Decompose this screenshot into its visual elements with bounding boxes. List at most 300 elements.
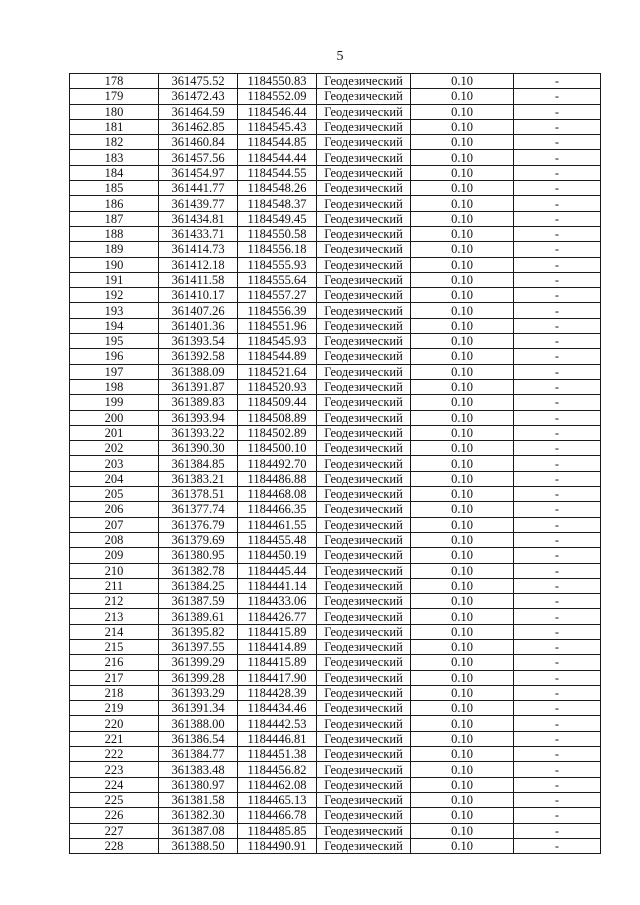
method-cell: Геодезический <box>317 135 411 150</box>
table-row <box>70 334 601 349</box>
y-coordinate-cell: 1184520.93 <box>238 379 317 394</box>
method-cell: Геодезический <box>317 532 411 547</box>
point-number-cell: 179 <box>70 89 159 104</box>
method-cell: Геодезический <box>317 441 411 456</box>
x-coordinate-cell: 361434.81 <box>159 211 238 226</box>
table-row <box>70 135 601 150</box>
method-cell: Геодезический <box>317 624 411 639</box>
point-number-cell: 184 <box>70 165 159 180</box>
note-cell: - <box>514 838 601 853</box>
accuracy-cell: 0.10 <box>411 517 514 532</box>
point-number-cell: 187 <box>70 211 159 226</box>
x-coordinate-cell: 361410.17 <box>159 288 238 303</box>
x-coordinate-cell: 361390.30 <box>159 441 238 456</box>
note-cell: - <box>514 226 601 241</box>
point-number-cell: 202 <box>70 441 159 456</box>
table-row <box>70 578 601 593</box>
note-cell: - <box>514 379 601 394</box>
table-row <box>70 747 601 762</box>
point-number-cell: 208 <box>70 532 159 547</box>
y-coordinate-cell: 1184544.89 <box>238 349 317 364</box>
method-cell: Геодезический <box>317 487 411 502</box>
method-cell: Геодезический <box>317 288 411 303</box>
method-cell: Геодезический <box>317 349 411 364</box>
note-cell: - <box>514 548 601 563</box>
y-coordinate-cell: 1184555.93 <box>238 257 317 272</box>
y-coordinate-cell: 1184509.44 <box>238 395 317 410</box>
point-number-cell: 207 <box>70 517 159 532</box>
table-row <box>70 517 601 532</box>
accuracy-cell: 0.10 <box>411 441 514 456</box>
point-number-cell: 211 <box>70 578 159 593</box>
method-cell: Геодезический <box>317 242 411 257</box>
y-coordinate-cell: 1184548.37 <box>238 196 317 211</box>
y-coordinate-cell: 1184456.82 <box>238 762 317 777</box>
x-coordinate-cell: 361388.09 <box>159 364 238 379</box>
x-coordinate-cell: 361411.58 <box>159 272 238 287</box>
x-coordinate-cell: 361460.84 <box>159 135 238 150</box>
note-cell: - <box>514 655 601 670</box>
table-row <box>70 792 601 807</box>
note-cell: - <box>514 762 601 777</box>
y-coordinate-cell: 1184556.39 <box>238 303 317 318</box>
accuracy-cell: 0.10 <box>411 655 514 670</box>
method-cell: Геодезический <box>317 89 411 104</box>
x-coordinate-cell: 361393.22 <box>159 425 238 440</box>
x-coordinate-cell: 361387.08 <box>159 823 238 838</box>
point-number-cell: 191 <box>70 272 159 287</box>
point-number-cell: 198 <box>70 379 159 394</box>
method-cell: Геодезический <box>317 379 411 394</box>
y-coordinate-cell: 1184492.70 <box>238 456 317 471</box>
x-coordinate-cell: 361384.85 <box>159 456 238 471</box>
x-coordinate-cell: 361384.77 <box>159 747 238 762</box>
note-cell: - <box>514 731 601 746</box>
y-coordinate-cell: 1184485.85 <box>238 823 317 838</box>
accuracy-cell: 0.10 <box>411 701 514 716</box>
x-coordinate-cell: 361397.55 <box>159 639 238 654</box>
y-coordinate-cell: 1184500.10 <box>238 441 317 456</box>
note-cell: - <box>514 701 601 716</box>
point-number-cell: 196 <box>70 349 159 364</box>
table-row <box>70 670 601 685</box>
method-cell: Геодезический <box>317 211 411 226</box>
point-number-cell: 214 <box>70 624 159 639</box>
method-cell: Геодезический <box>317 578 411 593</box>
y-coordinate-cell: 1184414.89 <box>238 639 317 654</box>
note-cell: - <box>514 242 601 257</box>
method-cell: Геодезический <box>317 364 411 379</box>
point-number-cell: 225 <box>70 792 159 807</box>
accuracy-cell: 0.10 <box>411 685 514 700</box>
accuracy-cell: 0.10 <box>411 487 514 502</box>
x-coordinate-cell: 361380.97 <box>159 777 238 792</box>
note-cell: - <box>514 165 601 180</box>
accuracy-cell: 0.10 <box>411 303 514 318</box>
accuracy-cell: 0.10 <box>411 609 514 624</box>
note-cell: - <box>514 349 601 364</box>
point-number-cell: 224 <box>70 777 159 792</box>
x-coordinate-cell: 361407.26 <box>159 303 238 318</box>
method-cell: Геодезический <box>317 425 411 440</box>
point-number-cell: 210 <box>70 563 159 578</box>
y-coordinate-cell: 1184450.19 <box>238 548 317 563</box>
x-coordinate-cell: 361384.25 <box>159 578 238 593</box>
note-cell: - <box>514 624 601 639</box>
note-cell: - <box>514 747 601 762</box>
point-number-cell: 226 <box>70 808 159 823</box>
point-number-cell: 217 <box>70 670 159 685</box>
note-cell: - <box>514 456 601 471</box>
accuracy-cell: 0.10 <box>411 288 514 303</box>
accuracy-cell: 0.10 <box>411 226 514 241</box>
table-row <box>70 318 601 333</box>
note-cell: - <box>514 792 601 807</box>
method-cell: Геодезический <box>317 563 411 578</box>
note-cell: - <box>514 257 601 272</box>
x-coordinate-cell: 361433.71 <box>159 226 238 241</box>
method-cell: Геодезический <box>317 823 411 838</box>
accuracy-cell: 0.10 <box>411 196 514 211</box>
y-coordinate-cell: 1184417.90 <box>238 670 317 685</box>
point-number-cell: 219 <box>70 701 159 716</box>
accuracy-cell: 0.10 <box>411 150 514 165</box>
point-number-cell: 180 <box>70 104 159 119</box>
x-coordinate-cell: 361462.85 <box>159 119 238 134</box>
table-row <box>70 563 601 578</box>
x-coordinate-cell: 361399.28 <box>159 670 238 685</box>
table-row <box>70 609 601 624</box>
point-number-cell: 204 <box>70 471 159 486</box>
point-number-cell: 213 <box>70 609 159 624</box>
y-coordinate-cell: 1184451.38 <box>238 747 317 762</box>
point-number-cell: 185 <box>70 181 159 196</box>
x-coordinate-cell: 361412.18 <box>159 257 238 272</box>
point-number-cell: 188 <box>70 226 159 241</box>
note-cell: - <box>514 670 601 685</box>
table-row <box>70 532 601 547</box>
table-row <box>70 165 601 180</box>
method-cell: Геодезический <box>317 762 411 777</box>
point-number-cell: 194 <box>70 318 159 333</box>
method-cell: Геодезический <box>317 395 411 410</box>
y-coordinate-cell: 1184415.89 <box>238 655 317 670</box>
x-coordinate-cell: 361414.73 <box>159 242 238 257</box>
note-cell: - <box>514 487 601 502</box>
method-cell: Геодезический <box>317 792 411 807</box>
y-coordinate-cell: 1184490.91 <box>238 838 317 853</box>
note-cell: - <box>514 563 601 578</box>
note-cell: - <box>514 517 601 532</box>
accuracy-cell: 0.10 <box>411 578 514 593</box>
accuracy-cell: 0.10 <box>411 211 514 226</box>
y-coordinate-cell: 1184544.44 <box>238 150 317 165</box>
x-coordinate-cell: 361388.50 <box>159 838 238 853</box>
x-coordinate-cell: 361379.69 <box>159 532 238 547</box>
note-cell: - <box>514 471 601 486</box>
x-coordinate-cell: 361393.54 <box>159 334 238 349</box>
x-coordinate-cell: 361383.21 <box>159 471 238 486</box>
note-cell: - <box>514 104 601 119</box>
y-coordinate-cell: 1184556.18 <box>238 242 317 257</box>
x-coordinate-cell: 361439.77 <box>159 196 238 211</box>
method-cell: Геодезический <box>317 517 411 532</box>
table-row <box>70 762 601 777</box>
y-coordinate-cell: 1184552.09 <box>238 89 317 104</box>
y-coordinate-cell: 1184428.39 <box>238 685 317 700</box>
x-coordinate-cell: 361391.34 <box>159 701 238 716</box>
accuracy-cell: 0.10 <box>411 471 514 486</box>
note-cell: - <box>514 441 601 456</box>
method-cell: Геодезический <box>317 181 411 196</box>
accuracy-cell: 0.10 <box>411 410 514 425</box>
table-row <box>70 456 601 471</box>
point-number-cell: 227 <box>70 823 159 838</box>
table-row <box>70 731 601 746</box>
point-number-cell: 221 <box>70 731 159 746</box>
x-coordinate-cell: 361464.59 <box>159 104 238 119</box>
method-cell: Геодезический <box>317 318 411 333</box>
method-cell: Геодезический <box>317 303 411 318</box>
accuracy-cell: 0.10 <box>411 762 514 777</box>
accuracy-cell: 0.10 <box>411 563 514 578</box>
note-cell: - <box>514 196 601 211</box>
method-cell: Геодезический <box>317 334 411 349</box>
method-cell: Геодезический <box>317 701 411 716</box>
point-number-cell: 189 <box>70 242 159 257</box>
note-cell: - <box>514 532 601 547</box>
accuracy-cell: 0.10 <box>411 792 514 807</box>
accuracy-cell: 0.10 <box>411 548 514 563</box>
x-coordinate-cell: 361388.00 <box>159 716 238 731</box>
table-row <box>70 196 601 211</box>
accuracy-cell: 0.10 <box>411 181 514 196</box>
note-cell: - <box>514 119 601 134</box>
y-coordinate-cell: 1184465.13 <box>238 792 317 807</box>
point-number-cell: 215 <box>70 639 159 654</box>
accuracy-cell: 0.10 <box>411 334 514 349</box>
table-row <box>70 808 601 823</box>
table-row <box>70 150 601 165</box>
y-coordinate-cell: 1184555.64 <box>238 272 317 287</box>
table-row <box>70 624 601 639</box>
table-row <box>70 655 601 670</box>
accuracy-cell: 0.10 <box>411 456 514 471</box>
accuracy-cell: 0.10 <box>411 823 514 838</box>
accuracy-cell: 0.10 <box>411 838 514 853</box>
point-number-cell: 190 <box>70 257 159 272</box>
point-number-cell: 178 <box>70 74 159 89</box>
method-cell: Геодезический <box>317 639 411 654</box>
y-coordinate-cell: 1184550.58 <box>238 226 317 241</box>
coordinates-table-body <box>70 74 601 854</box>
note-cell: - <box>514 135 601 150</box>
y-coordinate-cell: 1184462.08 <box>238 777 317 792</box>
method-cell: Геодезический <box>317 196 411 211</box>
y-coordinate-cell: 1184415.89 <box>238 624 317 639</box>
table-row <box>70 838 601 853</box>
method-cell: Геодезический <box>317 670 411 685</box>
point-number-cell: 199 <box>70 395 159 410</box>
note-cell: - <box>514 777 601 792</box>
note-cell: - <box>514 318 601 333</box>
y-coordinate-cell: 1184434.46 <box>238 701 317 716</box>
table-row <box>70 425 601 440</box>
x-coordinate-cell: 361387.59 <box>159 594 238 609</box>
accuracy-cell: 0.10 <box>411 395 514 410</box>
x-coordinate-cell: 361389.61 <box>159 609 238 624</box>
y-coordinate-cell: 1184521.64 <box>238 364 317 379</box>
point-number-cell: 218 <box>70 685 159 700</box>
y-coordinate-cell: 1184461.55 <box>238 517 317 532</box>
x-coordinate-cell: 361441.77 <box>159 181 238 196</box>
table-row <box>70 104 601 119</box>
accuracy-cell: 0.10 <box>411 364 514 379</box>
accuracy-cell: 0.10 <box>411 425 514 440</box>
accuracy-cell: 0.10 <box>411 716 514 731</box>
coordinates-table <box>69 73 601 854</box>
table-row <box>70 288 601 303</box>
y-coordinate-cell: 1184468.08 <box>238 487 317 502</box>
note-cell: - <box>514 89 601 104</box>
table-row <box>70 303 601 318</box>
y-coordinate-cell: 1184550.83 <box>238 74 317 89</box>
method-cell: Геодезический <box>317 548 411 563</box>
x-coordinate-cell: 361380.95 <box>159 548 238 563</box>
point-number-cell: 223 <box>70 762 159 777</box>
accuracy-cell: 0.10 <box>411 257 514 272</box>
accuracy-cell: 0.10 <box>411 502 514 517</box>
y-coordinate-cell: 1184433.06 <box>238 594 317 609</box>
note-cell: - <box>514 425 601 440</box>
x-coordinate-cell: 361454.97 <box>159 165 238 180</box>
note-cell: - <box>514 609 601 624</box>
point-number-cell: 216 <box>70 655 159 670</box>
method-cell: Геодезический <box>317 119 411 134</box>
point-number-cell: 206 <box>70 502 159 517</box>
x-coordinate-cell: 361378.51 <box>159 487 238 502</box>
accuracy-cell: 0.10 <box>411 594 514 609</box>
accuracy-cell: 0.10 <box>411 135 514 150</box>
accuracy-cell: 0.10 <box>411 104 514 119</box>
method-cell: Геодезический <box>317 655 411 670</box>
y-coordinate-cell: 1184546.44 <box>238 104 317 119</box>
table-row <box>70 685 601 700</box>
y-coordinate-cell: 1184441.14 <box>238 578 317 593</box>
method-cell: Геодезический <box>317 74 411 89</box>
note-cell: - <box>514 716 601 731</box>
table-row <box>70 639 601 654</box>
table-row <box>70 441 601 456</box>
point-number-cell: 193 <box>70 303 159 318</box>
note-cell: - <box>514 410 601 425</box>
table-row <box>70 349 601 364</box>
table-row <box>70 701 601 716</box>
y-coordinate-cell: 1184548.26 <box>238 181 317 196</box>
method-cell: Геодезический <box>317 747 411 762</box>
table-row <box>70 181 601 196</box>
y-coordinate-cell: 1184426.77 <box>238 609 317 624</box>
y-coordinate-cell: 1184544.85 <box>238 135 317 150</box>
accuracy-cell: 0.10 <box>411 318 514 333</box>
y-coordinate-cell: 1184551.96 <box>238 318 317 333</box>
table-row <box>70 471 601 486</box>
method-cell: Геодезический <box>317 257 411 272</box>
method-cell: Геодезический <box>317 731 411 746</box>
accuracy-cell: 0.10 <box>411 639 514 654</box>
method-cell: Геодезический <box>317 226 411 241</box>
x-coordinate-cell: 361472.43 <box>159 89 238 104</box>
point-number-cell: 212 <box>70 594 159 609</box>
point-number-cell: 203 <box>70 456 159 471</box>
method-cell: Геодезический <box>317 272 411 287</box>
x-coordinate-cell: 361386.54 <box>159 731 238 746</box>
x-coordinate-cell: 361383.48 <box>159 762 238 777</box>
table-row <box>70 487 601 502</box>
note-cell: - <box>514 272 601 287</box>
table-row <box>70 502 601 517</box>
y-coordinate-cell: 1184466.35 <box>238 502 317 517</box>
y-coordinate-cell: 1184445.44 <box>238 563 317 578</box>
point-number-cell: 183 <box>70 150 159 165</box>
note-cell: - <box>514 578 601 593</box>
accuracy-cell: 0.10 <box>411 532 514 547</box>
method-cell: Геодезический <box>317 471 411 486</box>
note-cell: - <box>514 808 601 823</box>
method-cell: Геодезический <box>317 150 411 165</box>
table-row <box>70 119 601 134</box>
accuracy-cell: 0.10 <box>411 165 514 180</box>
note-cell: - <box>514 211 601 226</box>
table-row <box>70 716 601 731</box>
point-number-cell: 205 <box>70 487 159 502</box>
point-number-cell: 197 <box>70 364 159 379</box>
note-cell: - <box>514 303 601 318</box>
accuracy-cell: 0.10 <box>411 777 514 792</box>
table-row <box>70 211 601 226</box>
table-row <box>70 410 601 425</box>
point-number-cell: 200 <box>70 410 159 425</box>
point-number-cell: 192 <box>70 288 159 303</box>
note-cell: - <box>514 823 601 838</box>
table-row <box>70 548 601 563</box>
page-number: 5 <box>336 49 344 64</box>
x-coordinate-cell: 361393.94 <box>159 410 238 425</box>
table-row <box>70 272 601 287</box>
point-number-cell: 201 <box>70 425 159 440</box>
method-cell: Геодезический <box>317 808 411 823</box>
note-cell: - <box>514 639 601 654</box>
accuracy-cell: 0.10 <box>411 670 514 685</box>
x-coordinate-cell: 361395.82 <box>159 624 238 639</box>
method-cell: Геодезический <box>317 594 411 609</box>
note-cell: - <box>514 594 601 609</box>
table-row <box>70 364 601 379</box>
x-coordinate-cell: 361393.29 <box>159 685 238 700</box>
y-coordinate-cell: 1184545.93 <box>238 334 317 349</box>
table-row <box>70 395 601 410</box>
note-cell: - <box>514 334 601 349</box>
method-cell: Геодезический <box>317 410 411 425</box>
y-coordinate-cell: 1184557.27 <box>238 288 317 303</box>
note-cell: - <box>514 181 601 196</box>
accuracy-cell: 0.10 <box>411 242 514 257</box>
y-coordinate-cell: 1184442.53 <box>238 716 317 731</box>
method-cell: Геодезический <box>317 104 411 119</box>
x-coordinate-cell: 361381.58 <box>159 792 238 807</box>
note-cell: - <box>514 74 601 89</box>
x-coordinate-cell: 361399.29 <box>159 655 238 670</box>
